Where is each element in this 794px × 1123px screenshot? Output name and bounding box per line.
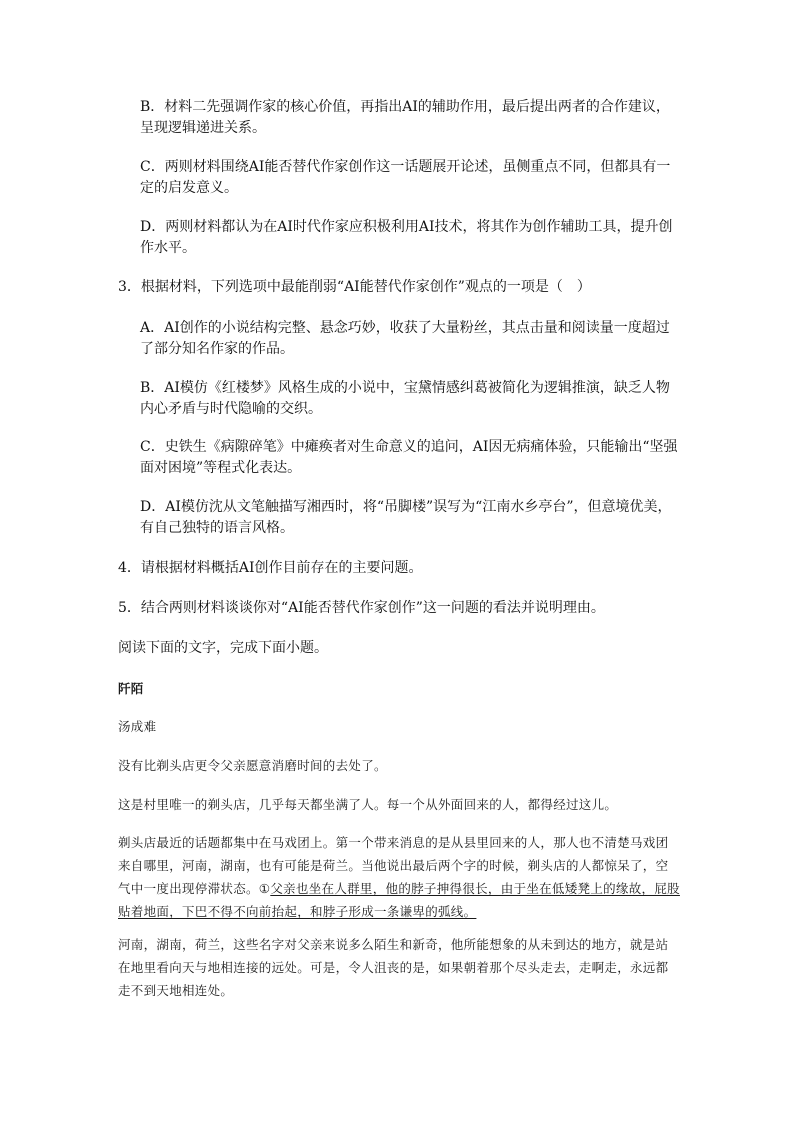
- q3-option-c: C．史铁生《病隙碎笔》中瘫痪者对生命意义的追问，AI因无病痛体验，只能输出“坚强面对困境”等程式化表达。: [140, 439, 678, 476]
- q2-option-b: B．材料二先强调作家的核心价值，再指出AI的辅助作用，最后提出两者的合作建议，呈现逻辑递进关系。: [140, 99, 670, 136]
- question-3-stem: 3．根据材料，下列选项中最能削弱“AI能替代作家创作”观点的一项是（ ）: [118, 279, 591, 295]
- q3-option-a: A．AI创作的小说结构完整、悬念巧妙，收获了大量粉丝，其点击量和阅读量一度超过了部分知名作家的作品。: [140, 320, 670, 357]
- story-paragraph-4: 河南，湖南，荷兰，这些名字对父亲来说多么陌生和新奇，他所能想象的从未到达的地方，就是站在地里看向天与地相连接的远处。可是，令人沮丧的是，如果朝着那个尽头走去，走啊走，永远都走不到天地相连处。: [118, 937, 669, 998]
- q2-option-d: D．两则材料都认为在AI时代作家应积极利用AI技术，将其作为创作辅助工具，提升创作水平。: [140, 219, 673, 256]
- question-5: 5．结合两则材料谈谈你对“AI能否替代作家创作”这一问题的看法并说明理由。: [118, 600, 605, 616]
- q3-option-d: D．AI模仿沈从文笔触描写湘西时，将“吊脚楼”误写为“江南水乡亭台”，但意境优美，有自己独特的语言风格。: [140, 499, 672, 536]
- question-4: 4．请根据材料概括AI创作目前存在的主要问题。: [118, 560, 423, 576]
- paragraph-3-text: 剃头店最近的话题都集中在马戏团上。第一个带来消息的是从县里回来的人，那人也不清楚马戏团来自哪里，河南，湖南，也有可能是荷兰。当他说出最后两个字的时候，剃头店的人都惊呆了，空气中一度出现停滞状态。①: [118, 835, 669, 896]
- story-title: 阡陌: [118, 681, 144, 696]
- reading-instruction: 阅读下面的文字，完成下面小题。: [118, 640, 328, 656]
- story-author: 汤成难: [118, 719, 157, 734]
- story-paragraph-2: 这是村里唯一的剃头店，几乎每天都坐满了人。每一个从外面回来的人，都得经过这儿。: [118, 797, 618, 812]
- story-paragraph-3: [118, 831, 680, 923]
- underlined-passage-1: 父亲也坐在人群里，他的脖子抻得很长，由于坐在低矮凳上的缘故，屁股贴着地面，下巴不得不向前抬起，和脖子形成一条谦卑的弧线。: [118, 881, 680, 919]
- q2-option-c: C．两则材料围绕AI能否替代作家创作这一话题展开论述，虽侧重点不同，但都具有一定的启发意义。: [140, 159, 671, 196]
- q3-option-b: B．AI模仿《红楼梦》风格生成的小说中，宝黛情感纠葛被简化为逻辑推演，缺乏人物内心矛盾与时代隐喻的交织。: [140, 380, 670, 417]
- story-paragraph-1: 没有比剃头店更令父亲愿意消磨时间的去处了。: [118, 758, 387, 773]
